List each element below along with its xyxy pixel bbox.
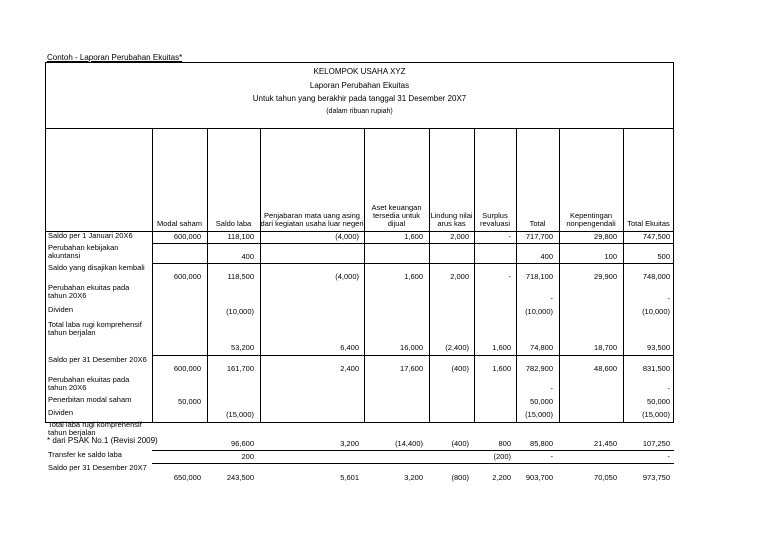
table-cell: (400): [451, 364, 469, 373]
table-cell: 2,000: [450, 272, 469, 281]
row-label: Transfer ke saldo laba: [48, 450, 122, 459]
table-cell: 17,600: [400, 364, 423, 373]
row-divider: [152, 463, 674, 464]
row-label: Total laba rugi komprehensif tahun berjalan: [48, 320, 142, 338]
table-cell: 400: [241, 252, 254, 261]
column-header: Aset keuangan tersedia untuk dijual: [371, 203, 422, 229]
table-cell: 18,700: [594, 343, 617, 352]
table-cell: 500: [657, 252, 670, 261]
table-cell: 1,600: [404, 232, 423, 241]
column-header: Penjabaran mata uang asing dari kegiatan usaha luar negeri: [260, 211, 364, 229]
row-divider: [152, 243, 674, 244]
table-cell: 600,000: [173, 272, 201, 281]
table-cell: 600,000: [173, 232, 201, 241]
row-label: Perubahan ekuitas pada tahun 20X6: [48, 375, 130, 393]
table-cell: 782,900: [525, 364, 553, 373]
table-cell: 5,601: [340, 473, 359, 482]
table-header: [46, 63, 673, 129]
row-label: Saldo yang disajikan kembali: [48, 263, 145, 272]
table-cell: 85,800: [530, 439, 553, 448]
row-label: Dividen: [48, 305, 74, 314]
table-cell: 118,100: [227, 232, 254, 241]
table-cell: (400): [451, 439, 469, 448]
table-cell: (10,000): [226, 307, 254, 316]
report-unit: (dalam ribuan rupiah): [326, 108, 393, 115]
column-header: Modal saham: [156, 219, 203, 229]
table-cell: (200): [493, 452, 511, 461]
table-cell: 600,000: [173, 364, 201, 373]
table-cell: (15,000): [642, 410, 670, 419]
table-cell: (15,000): [226, 410, 254, 419]
document-title: Contoh - Laporan Perubahan Ekuitas*: [47, 53, 183, 62]
table-cell: (10,000): [525, 307, 553, 316]
table-cell: 74,800: [530, 343, 553, 352]
table-cell: 70,050: [594, 473, 617, 482]
table-cell: -: [667, 452, 670, 461]
table-cell: 2,200: [492, 473, 511, 482]
table-cell: 3,200: [340, 439, 359, 448]
table-cell: 831,500: [642, 364, 670, 373]
table-cell: 48,600: [594, 364, 617, 373]
row-label: Perubahan ekuitas pada tahun 20X6: [48, 283, 130, 301]
report-period: Untuk tahun yang berakhir pada tanggal 31 Desember 20X7: [252, 94, 467, 103]
table-cell: -: [550, 294, 553, 303]
table-cell: (800): [451, 473, 469, 482]
table-cell: 718,100: [525, 272, 553, 281]
table-cell: 243,500: [226, 473, 254, 482]
table-cell: 650,000: [173, 473, 201, 482]
column-header: Total: [529, 219, 546, 229]
table-cell: 96,600: [231, 439, 254, 448]
table-cell: 2,400: [340, 364, 359, 373]
table-cell: 21,450: [594, 439, 617, 448]
column-header: Kepentingan nonpengendali: [566, 211, 616, 229]
report-name: Laporan Perubahan Ekuitas: [309, 81, 410, 90]
table-cell: 1,600: [492, 343, 511, 352]
table-cell: -: [667, 294, 670, 303]
column-header: Saldo laba: [215, 219, 252, 229]
row-divider: [152, 355, 674, 356]
row-label: Saldo per 31 Desember 20X6: [48, 355, 147, 364]
row-label: Dividen: [48, 408, 74, 417]
row-divider: [152, 450, 674, 451]
table-cell: 50,000: [530, 397, 553, 406]
table-cell: 800: [498, 439, 511, 448]
table-cell: 50,000: [647, 397, 670, 406]
table-cell: (4,000): [335, 232, 359, 241]
table-cell: -: [508, 272, 511, 281]
table-cell: -: [550, 384, 553, 393]
row-label: Penerbitan modal saham: [48, 395, 132, 404]
table-cell: 903,700: [525, 473, 553, 482]
column-header: Lindung nilai arus kas: [430, 211, 473, 229]
table-cell: 747,500: [642, 232, 670, 241]
table-cell: (14,400): [395, 439, 423, 448]
table-cell: 50,000: [178, 397, 201, 406]
column-header: Total Ekuitas: [627, 219, 670, 229]
company-name: KELOMPOK USAHA XYZ: [313, 67, 406, 76]
table-cell: 118,500: [227, 272, 254, 281]
table-cell: (2,400): [445, 343, 469, 352]
table-cell: 400: [540, 252, 553, 261]
table-cell: 100: [604, 252, 617, 261]
table-cell: 161,700: [226, 364, 254, 373]
column-header: Surplus revaluasi: [479, 211, 510, 229]
row-label: Saldo per 1 Januari 20X6: [48, 231, 133, 240]
table-cell: 973,750: [642, 473, 670, 482]
table-cell: -: [550, 452, 553, 461]
table-cell: (4,000): [335, 272, 359, 281]
row-label: Total laba rugi komprehensif tahun berjalan: [48, 420, 142, 438]
table-cell: 1,600: [492, 364, 511, 373]
table-cell: 6,400: [340, 343, 359, 352]
table-cell: 29,900: [594, 272, 617, 281]
table-cell: 29,800: [594, 232, 617, 241]
table-cell: 200: [241, 452, 254, 461]
table-cell: (10,000): [642, 307, 670, 316]
table-cell: 1,600: [404, 272, 423, 281]
table-cell: (15,000): [525, 410, 553, 419]
row-label: Perubahan kebijakan akuntansi: [48, 243, 119, 261]
table-cell: 107,250: [642, 439, 670, 448]
table-cell: 2,000: [450, 232, 469, 241]
table-cell: 3,200: [404, 473, 423, 482]
table-cell: 16,000: [400, 343, 423, 352]
table-cell: -: [508, 232, 511, 241]
table-cell: 748,000: [642, 272, 670, 281]
row-label: Saldo per 31 Desember 20X7: [48, 463, 147, 472]
table-cell: 53,200: [231, 343, 254, 352]
table-cell: 93,500: [647, 343, 670, 352]
row-divider: [152, 263, 674, 264]
table-cell: -: [667, 384, 670, 393]
footnote: * dari PSAK No.1 (Revisi 2009): [47, 436, 158, 445]
table-cell: 717,700: [525, 232, 553, 241]
